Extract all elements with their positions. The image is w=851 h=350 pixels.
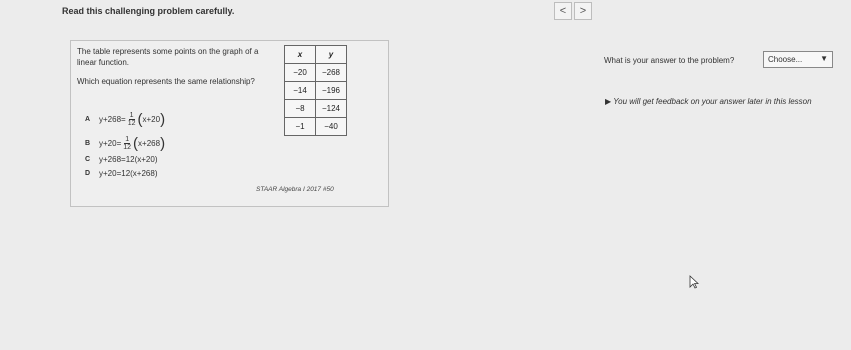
fraction bbox=[128, 112, 136, 127]
table-cell: −1 bbox=[285, 118, 316, 136]
table-row bbox=[285, 100, 347, 118]
table-cell: −20 bbox=[285, 64, 316, 82]
fraction-numerator: 1 bbox=[129, 112, 134, 119]
option-lhs: y+20= bbox=[99, 139, 122, 148]
table-cell: −124 bbox=[316, 100, 347, 118]
table-cell: −14 bbox=[285, 82, 316, 100]
source-citation: STAAR Algebra I 2017 #50 bbox=[256, 186, 334, 193]
option-equation bbox=[99, 112, 165, 127]
fraction-numerator: 1 bbox=[125, 136, 130, 143]
open-paren: ( bbox=[137, 110, 143, 128]
table-cell: −8 bbox=[285, 100, 316, 118]
chevron-down-icon: ▼ bbox=[820, 54, 828, 63]
fraction-denominator: 12 bbox=[123, 144, 132, 151]
option-c bbox=[85, 155, 158, 164]
xy-table bbox=[284, 45, 347, 136]
option-rhs: x+20 bbox=[142, 115, 161, 124]
option-equation: y+20=12(x+268) bbox=[99, 169, 158, 178]
open-paren: ( bbox=[133, 134, 139, 152]
option-letter: D bbox=[85, 170, 91, 177]
table-header-row bbox=[285, 46, 347, 64]
answer-select[interactable] bbox=[763, 51, 833, 68]
option-letter: C bbox=[85, 156, 91, 163]
answer-prompt-label: What is your answer to the problem? bbox=[604, 56, 735, 65]
option-letter: B bbox=[85, 140, 91, 147]
option-letter: A bbox=[85, 116, 91, 123]
next-button[interactable]: > bbox=[574, 2, 592, 20]
question-intro: The table represents some points on the graph of a linear function. bbox=[77, 47, 259, 67]
table-header-y: y bbox=[316, 46, 347, 64]
option-lhs: y+268= bbox=[99, 115, 126, 124]
answer-select-value: Choose... bbox=[768, 55, 803, 64]
close-paren: ) bbox=[160, 110, 166, 128]
option-equation bbox=[99, 136, 165, 151]
table-cell: −268 bbox=[316, 64, 347, 82]
option-rhs: x+268 bbox=[138, 139, 161, 148]
table-row bbox=[285, 118, 347, 136]
fraction-denominator: 12 bbox=[127, 120, 136, 127]
prev-button[interactable]: < bbox=[554, 2, 572, 20]
problem-card bbox=[70, 40, 389, 207]
table-header-x: x bbox=[285, 46, 316, 64]
table-cell: −40 bbox=[316, 118, 347, 136]
option-a bbox=[85, 112, 165, 127]
table-row bbox=[285, 64, 347, 82]
nav-buttons bbox=[554, 2, 594, 20]
table-row bbox=[285, 82, 347, 100]
question-prompt: Which equation represents the same relationship? bbox=[77, 77, 255, 86]
option-b bbox=[85, 136, 165, 151]
fraction bbox=[123, 136, 131, 151]
table-cell: −196 bbox=[316, 82, 347, 100]
option-equation: y+268=12(x+20) bbox=[99, 155, 158, 164]
feedback-note: ▶ You will get feedback on your answer later in this lesson bbox=[605, 97, 812, 106]
header-title: Read this challenging problem carefully. bbox=[62, 6, 235, 16]
close-paren: ) bbox=[160, 134, 166, 152]
option-d bbox=[85, 169, 158, 178]
mouse-cursor-icon bbox=[689, 275, 699, 294]
